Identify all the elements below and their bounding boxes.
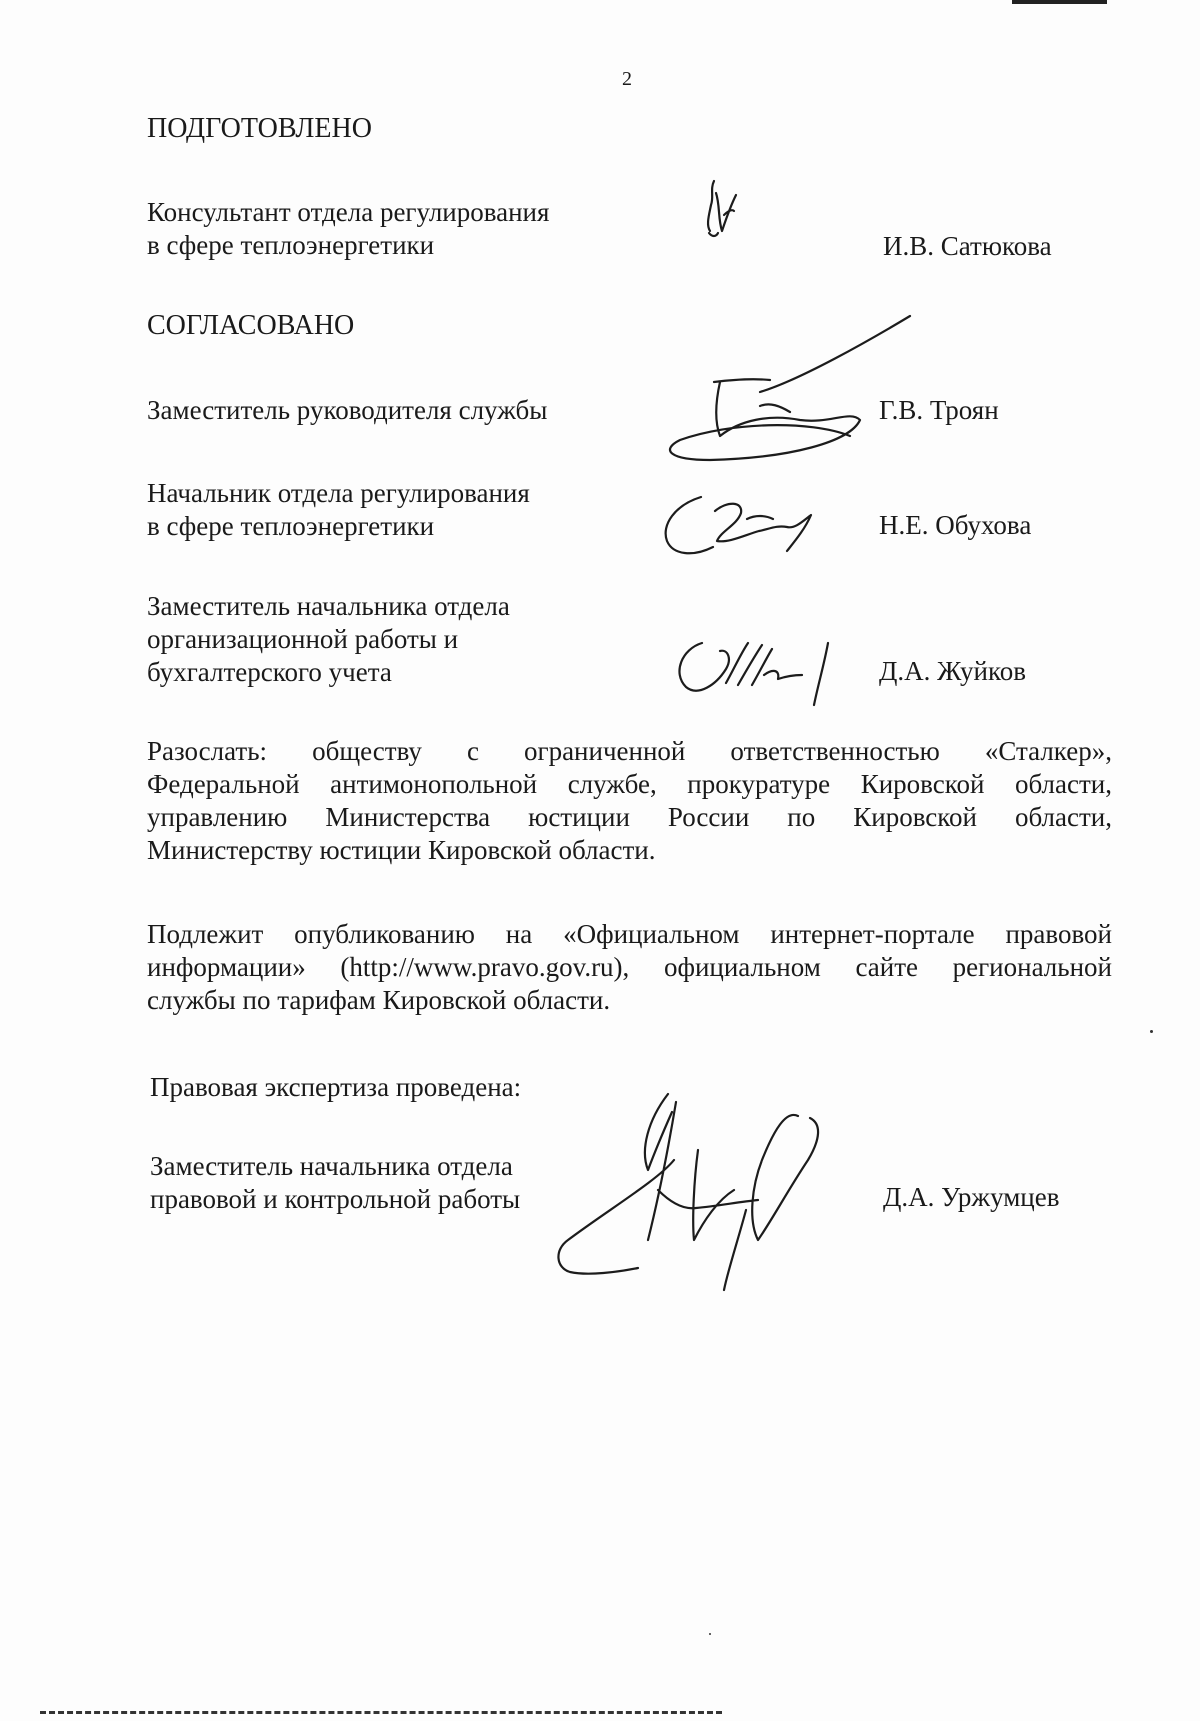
agreed-position-2: [147, 477, 530, 543]
position-line: в сфере теплоэнергетики: [147, 511, 435, 541]
publication-line: службы по тарифам Кировской области.: [147, 985, 611, 1015]
prepared-signatory-name: И.В. Сатюкова: [883, 231, 1052, 261]
publication-paragraph: [147, 918, 1112, 1017]
position-line: Начальник отдела регулирования: [147, 478, 530, 508]
scan-top-mark: [1012, 0, 1107, 4]
prepared-position: [147, 196, 549, 262]
agreed-heading: СОГЛАСОВАНО: [147, 310, 355, 341]
agreed-position-1: [147, 394, 547, 427]
position-line: Заместитель начальника отдела: [150, 1151, 513, 1181]
signature-obukhova: [655, 485, 835, 565]
legal-review-heading: Правовая экспертиза проведена:: [150, 1072, 522, 1102]
distribution-line: Министерству юстиции Кировской области.: [147, 835, 656, 865]
scan-speck: [709, 1633, 711, 1635]
legal-review-signatory-name: Д.А. Уржумцев: [883, 1182, 1060, 1212]
position-line: в сфере теплоэнергетики: [147, 230, 435, 260]
signature-troyan: [650, 310, 910, 480]
distribution-line: Федеральной антимонопольной службе, прокуратуре Кировской области,: [147, 769, 1112, 799]
page-number: 2: [622, 68, 632, 90]
position-line: бухгалтерского учета: [147, 657, 392, 687]
position-line: правовой и контрольной работы: [150, 1184, 521, 1214]
distribution-line: Разослать: обществу с ограниченной ответственностью «Сталкер»,: [147, 736, 1112, 766]
distribution-line: управлению Министерства юстиции России по Кировской области,: [147, 802, 1112, 832]
distribution-paragraph: [147, 735, 1112, 867]
signature-zhuikov: [668, 625, 868, 715]
signature-urzhumtsev: [548, 1090, 898, 1300]
scan-bottom-rule: [40, 1711, 722, 1714]
position-line: Заместитель руководителя службы: [147, 395, 548, 425]
scan-speck: [1150, 1030, 1153, 1033]
position-line: организационной работы и: [147, 624, 459, 654]
position-line: Консультант отдела регулирования: [147, 197, 550, 227]
publication-line: Подлежит опубликованию на «Официальном интернет-портале правовой: [147, 919, 1112, 949]
agreed-position-3: [147, 590, 510, 689]
signature-satyukova: [700, 175, 760, 255]
agreed-signatory-name-3: Д.А. Жуйков: [879, 656, 1026, 686]
legal-review-position: [150, 1150, 520, 1216]
prepared-heading: ПОДГОТОВЛЕНО: [147, 113, 372, 144]
agreed-signatory-name-2: Н.Е. Обухова: [879, 510, 1032, 540]
publication-line: информации» (http://www.pravo.gov.ru), официальном сайте региональной: [147, 952, 1112, 982]
position-line: Заместитель начальника отдела: [147, 591, 510, 621]
agreed-signatory-name-1: Г.В. Троян: [879, 395, 999, 425]
